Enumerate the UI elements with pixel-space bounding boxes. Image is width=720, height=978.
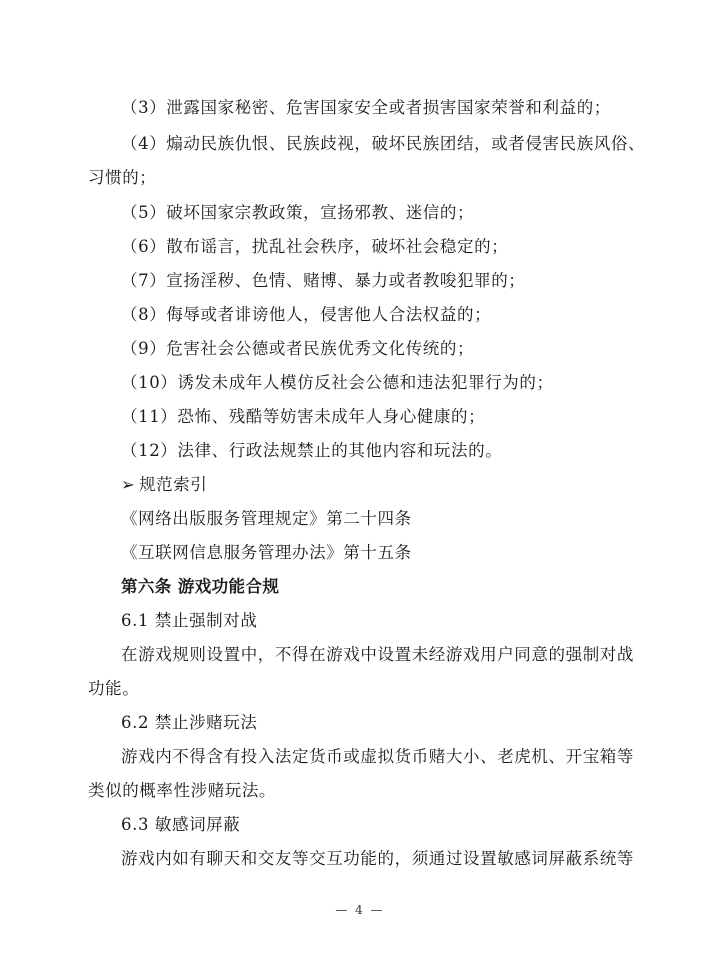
list-item-5: （5）破坏国家宗教政策，宣扬邪教、迷信的； bbox=[121, 203, 475, 222]
arrow-bullet-icon: ➢ bbox=[121, 475, 136, 494]
list-item-9: （9）危害社会公德或者民族优秀文化传统的； bbox=[121, 339, 475, 358]
page-number: — 4 — bbox=[335, 903, 385, 917]
section-6-2-text-line2: 类似的概率性涉赌玩法。 bbox=[88, 781, 277, 800]
list-item-8: （8）侮辱或者诽谤他人，侵害他人合法权益的； bbox=[121, 305, 492, 324]
reference-1: 《网络出版服务管理规定》第二十四条 bbox=[121, 509, 412, 528]
section-6-2-title: 6.2 禁止涉赌玩法 bbox=[121, 713, 258, 732]
section-6-1-text-line2: 功能。 bbox=[88, 679, 140, 698]
section-6-2-text-line1: 游戏内不得含有投入法定货币或虚拟货币赌大小、老虎机、开宝箱等 bbox=[121, 747, 634, 766]
list-item-10: （10）诱发未成年人模仿反社会公德和违法犯罪行为的； bbox=[121, 373, 554, 392]
section-6-3-title: 6.3 敏感词屏蔽 bbox=[121, 815, 241, 834]
reference-2: 《互联网信息服务管理办法》第十五条 bbox=[121, 543, 412, 562]
list-item-3: （3）泄露国家秘密、危害国家安全或者损害国家荣誉和利益的； bbox=[121, 98, 611, 117]
list-item-7: （7）宣扬淫秽、色情、赌博、暴力或者教唆犯罪的； bbox=[121, 271, 526, 290]
list-item-11: （11）恐怖、残酷等妨害未成年人身心健康的； bbox=[121, 407, 486, 426]
article-6-title: 第六条 游戏功能合规 bbox=[121, 577, 280, 596]
reference-heading-row bbox=[121, 473, 681, 497]
section-6-1-title: 6.1 禁止强制对战 bbox=[121, 611, 258, 630]
list-item-6: （6）散布谣言，扰乱社会秩序，破坏社会稳定的； bbox=[121, 237, 509, 256]
list-item-12: （12）法律、行政法规禁止的其他内容和玩法的。 bbox=[121, 441, 503, 460]
reference-heading: 规范索引 bbox=[139, 475, 208, 494]
list-item-4-line1: （4）煽动民族仇恨、民族歧视，破坏民族团结，或者侵害民族风俗、 bbox=[121, 134, 646, 153]
section-6-3-text-line1: 游戏内如有聊天和交友等交互功能的，须通过设置敏感词屏蔽系统等 bbox=[121, 849, 634, 868]
list-item-4-line2: 习惯的； bbox=[88, 168, 157, 187]
section-6-1-text-line1: 在游戏规则设置中，不得在游戏中设置未经游戏用户同意的强制对战 bbox=[121, 645, 634, 664]
